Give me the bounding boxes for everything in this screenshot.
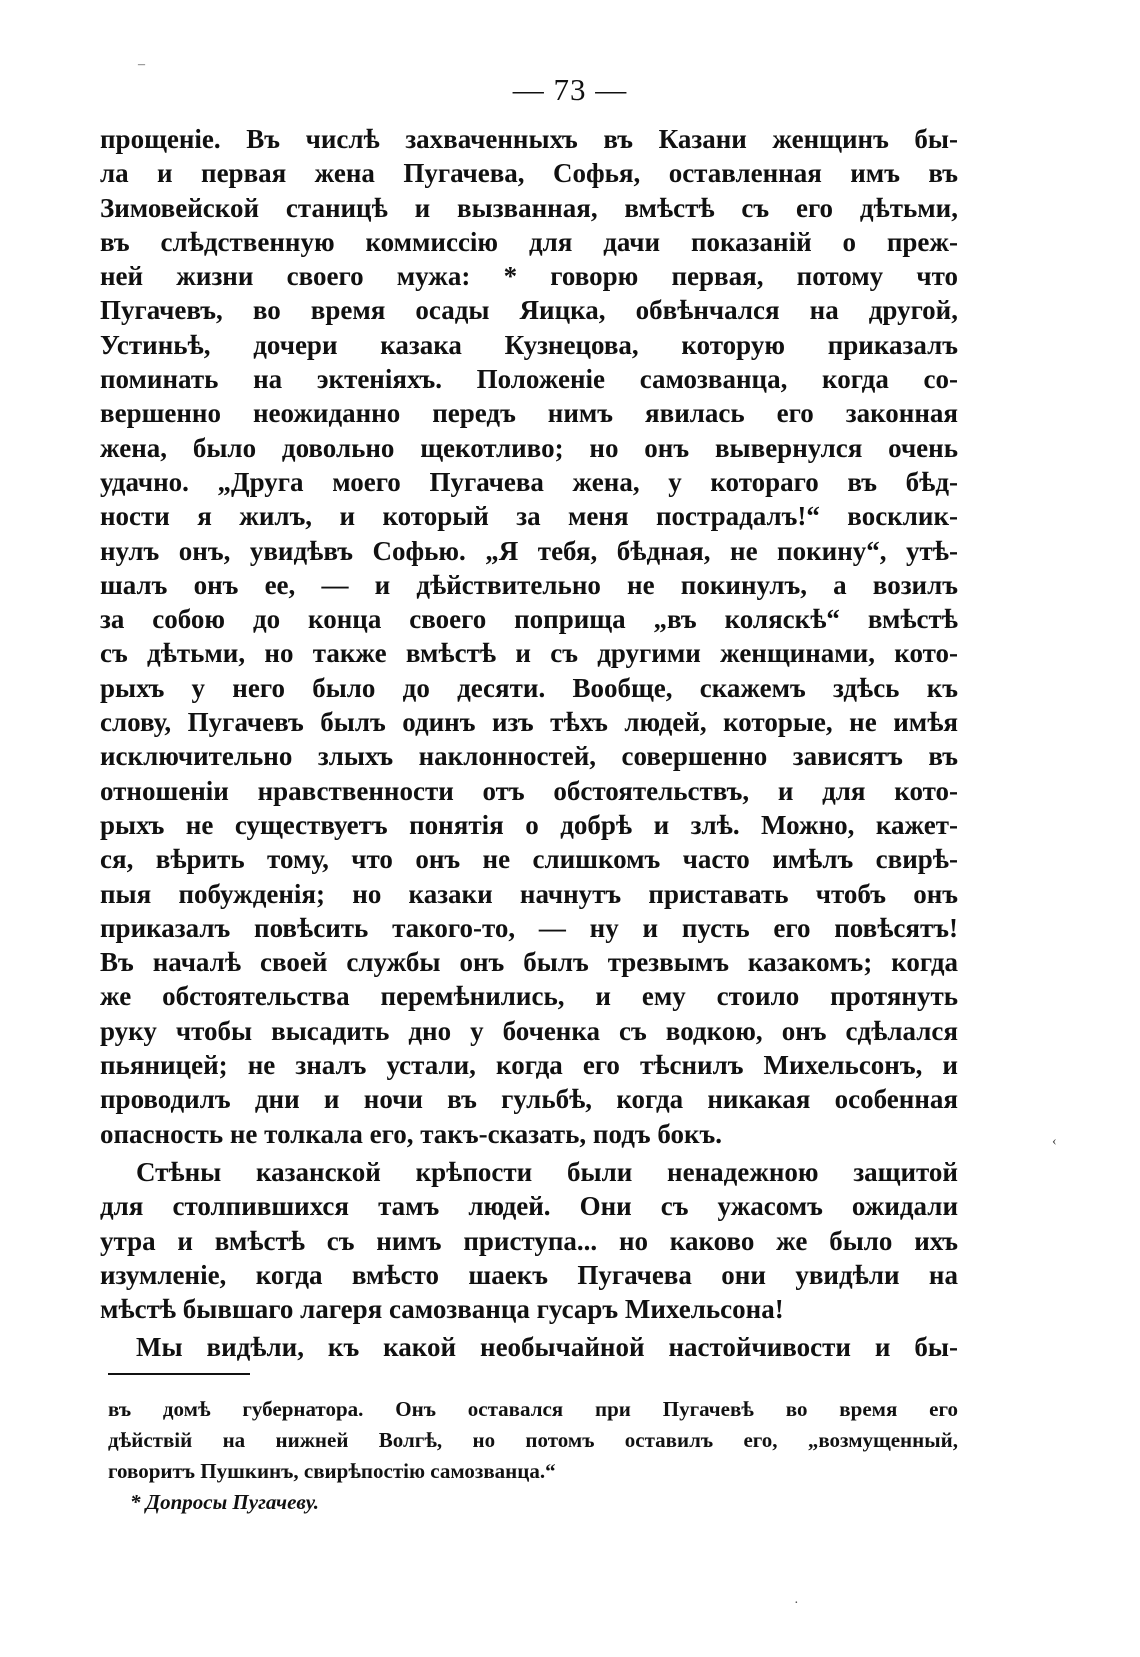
footnote-line: въ домѣ губернатора. Онъ оставался при Пугачевѣ во время его [108, 1397, 958, 1421]
text-line: за собою до конца своего поприща „въ коляскѣ“ вмѣстѣ [100, 604, 958, 635]
text-line: изумленіе, когда вмѣсто шаекъ Пугачева они увидѣли на [100, 1259, 958, 1290]
text-line: рыхъ у него было до десяти. Вообще, скажемъ здѣсь къ [100, 672, 958, 703]
footnote-separator [108, 1373, 250, 1375]
text-line: нулъ онъ, увидѣвъ Софью. „Я тебя, бѣдная, не покину“, утѣ- [100, 535, 958, 566]
text-line: поминать на эктеніяхъ. Положеніе самозванца, когда со- [100, 364, 958, 395]
text-line: опасность не толкала его, такъ-сказать, подъ бокъ. [100, 1118, 723, 1149]
text-line: Зимовейской станицѣ и вызванная, вмѣстѣ съ его дѣтьми, [100, 192, 958, 223]
footnote-line: говоритъ Пушкинъ, свирѣпостію самозванца.“ [108, 1459, 556, 1483]
main-text [100, 122, 958, 1365]
text-line: Мы видѣли, къ какой необычайной настойчивости и бы- [136, 1332, 958, 1363]
text-line: проводилъ дни и ночи въ гульбѣ, когда никакая особенная [100, 1084, 958, 1115]
text-line: съ дѣтьми, но также вмѣстѣ и съ другими женщинами, кото- [100, 638, 958, 669]
text-line: утра и вмѣстѣ съ нимъ приступа... но каково же было ихъ [100, 1225, 958, 1256]
text-line: удачно. „Друга моего Пугачева жена, у котораго въ бѣд- [100, 466, 958, 497]
text-line: ности я жилъ, и который за меня пострадалъ!“ восклик- [100, 501, 958, 532]
text-line: ла и первая жена Пугачева, Софья, оставленная имъ въ [100, 158, 958, 189]
text-line: мѣстѣ бывшаго лагеря самозванца гусаръ Михельсона! [100, 1294, 784, 1325]
text-line: въ слѣдственную коммиссію для дачи показаній о преж- [100, 226, 958, 257]
paragraph-2 [100, 1155, 958, 1326]
text-line: вершенно неожиданно передъ нимъ явилась его законная [100, 398, 958, 429]
text-line: для столпившихся тамъ людей. Они съ ужасомъ ожидали [100, 1191, 958, 1222]
text-line: слову, Пугачевъ былъ одинъ изъ тѣхъ людей, которые, не имѣя [100, 707, 958, 738]
scan-speck: ¯ [138, 64, 145, 79]
text-line: Стѣны казанской крѣпости были ненадежною защитой [136, 1156, 958, 1187]
text-line: отношеніи нравственности отъ обстоятельствъ, и для кото- [100, 775, 958, 806]
paragraph-1 [100, 122, 958, 1151]
scan-speck: · [794, 1596, 799, 1611]
footnotes [108, 1394, 958, 1518]
text-line: рыхъ не существуетъ понятія о добрѣ и злѣ. Можно, кажет- [100, 809, 958, 840]
paragraph-3 [100, 1330, 958, 1364]
text-line: исключительно злыхъ наклонностей, совершенно зависятъ въ [100, 741, 958, 772]
text-line: руку чтобы высадить дно у боченка съ водкою, онъ сдѣлался [100, 1015, 958, 1046]
text-line: Устиньѣ, дочери казака Кузнецова, которую приказалъ [100, 329, 958, 360]
text-line: шалъ онъ ее, — и дѣйствительно не покинулъ, а возилъ [100, 569, 958, 600]
text-line: прощеніе. Въ числѣ захваченныхъ въ Казани женщинъ бы- [100, 124, 958, 154]
text-line: пьяницей; не зналъ устали, когда его тѣснилъ Михельсонъ, и [100, 1050, 958, 1081]
text-line: Пугачевъ, во время осады Яицка, обвѣнчался на другой, [100, 295, 958, 326]
text-line: пыя побужденія; но казаки начнутъ приставать чтобъ онъ [100, 878, 958, 909]
text-line: ся, вѣрить тому, что онъ не слишкомъ часто имѣлъ свирѣ- [100, 844, 958, 875]
footnote-reference: * Допросы Пугачеву. [130, 1490, 320, 1514]
page-number: — 73 — [512, 72, 628, 107]
text-line: жена, было довольно щекотливо; но онъ вывернулся очень [100, 432, 958, 463]
text-line: Въ началѣ своей службы онъ былъ трезвымъ казакомъ; когда [100, 947, 958, 978]
text-line: приказалъ повѣсить такого-то, — ну и пусть его повѣсятъ! [100, 912, 958, 943]
footnote-line: дѣйствій на нижней Волгѣ, но потомъ оставилъ его, „возмущенный, [108, 1428, 958, 1452]
text-line: же обстоятельства перемѣнились, и ему стоило протянуть [100, 981, 958, 1012]
scan-speck: ‹ [1052, 1134, 1057, 1149]
text-line: ней жизни своего мужа: * говорю первая, потому что [100, 261, 958, 292]
